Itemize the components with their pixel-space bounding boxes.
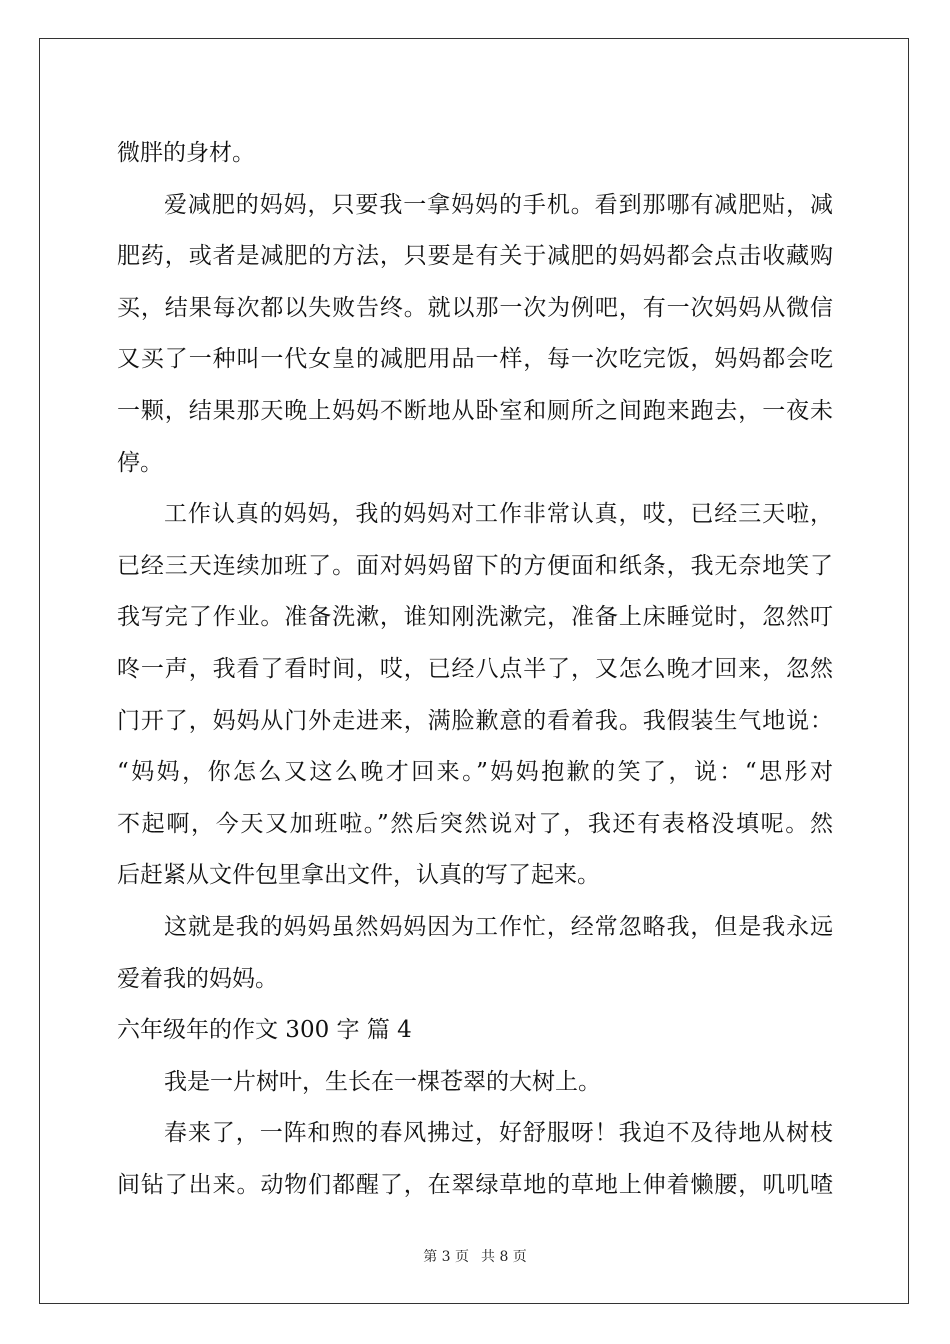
text-line: 爱着我的妈妈。 xyxy=(117,965,278,992)
text-line: 春来了，一阵和煦的春风拂过，好舒服呀！我迫不及待地从树枝 xyxy=(164,1120,833,1147)
text-line: 不起啊，今天又加班啦。”然后突然说对了，我还有表格没填呢。然 xyxy=(117,810,833,837)
text-line: 肥药，或者是减肥的方法，只要是有关于减肥的妈妈都会点击收藏购 xyxy=(117,243,833,270)
text-line: 门开了，妈妈从门外走进来，满脸歉意的看着我。我假装生气地说： xyxy=(117,707,833,734)
page-total: 共 8 页 xyxy=(481,1249,527,1265)
text-line: 已经三天连续加班了。面对妈妈留下的方便面和纸条，我无奈地笑了 xyxy=(117,552,833,579)
page-number: 第 3 页 xyxy=(423,1249,469,1265)
document-body xyxy=(117,128,833,1211)
section-heading: 六年级年的作文 300 字 篇 4 xyxy=(117,1017,412,1044)
text-line: 工作认真的妈妈，我的妈妈对工作非常认真，哎，已经三天啦， xyxy=(164,501,833,528)
text-line: 我是一片树叶，生长在一棵苍翠的大树上。 xyxy=(164,1068,601,1095)
text-line: 微胖的身材。 xyxy=(117,140,255,166)
text-line: 一颗，结果那天晚上妈妈不断地从卧室和厕所之间跑来跑去，一夜未 xyxy=(117,397,833,424)
text-line: 爱减肥的妈妈，只要我一拿妈妈的手机。看到那哪有减肥贴，减 xyxy=(164,191,833,218)
text-line: 间钻了出来。动物们都醒了，在翠绿草地的草地上伸着懒腰，叽叽喳 xyxy=(117,1171,833,1198)
text-line: 咚一声，我看了看时间，哎，已经八点半了，又怎么晚才回来，忽然 xyxy=(117,655,833,682)
page-footer xyxy=(0,1246,950,1266)
text-line: “妈妈，你怎么又这么晚才回来。”妈妈抱歉的笑了，说：“思彤对 xyxy=(117,759,833,786)
text-line: 又买了一种叫一代女皇的减肥用品一样，每一次吃完饭，妈妈都会吃 xyxy=(117,346,833,373)
text-line: 买，结果每次都以失败告终。就以那一次为例吧，有一次妈妈从微信 xyxy=(117,294,833,321)
text-line: 后赶紧从文件包里拿出文件，认真的写了起来。 xyxy=(117,862,600,889)
text-line: 停。 xyxy=(117,449,163,476)
text-line: 这就是我的妈妈虽然妈妈因为工作忙，经常忽略我，但是我永远 xyxy=(164,913,833,940)
text-line: 我写完了作业。准备洗漱，谁知刚洗漱完，准备上床睡觉时，忽然叮 xyxy=(117,604,833,631)
